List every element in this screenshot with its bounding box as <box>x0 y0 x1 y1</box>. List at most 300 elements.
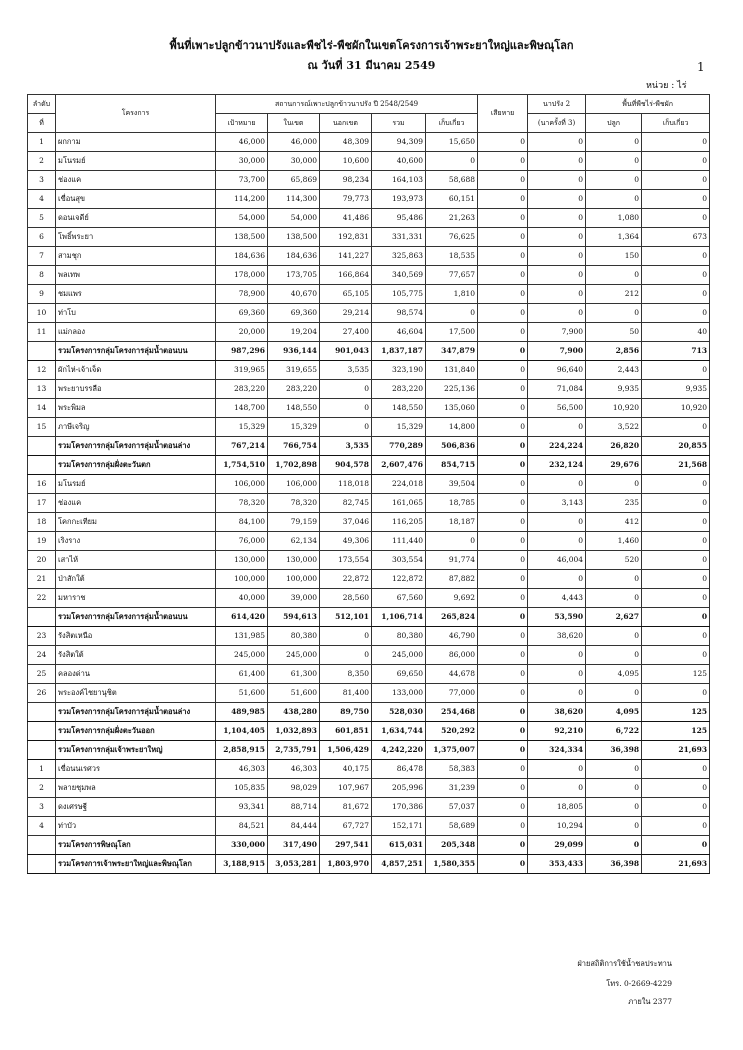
value-cell: 324,334 <box>528 741 586 760</box>
value-cell: 0 <box>426 532 478 551</box>
value-cell: 0 <box>320 627 372 646</box>
value-cell: 10,920 <box>586 399 642 418</box>
value-cell: 27,400 <box>320 323 372 342</box>
value-cell: 232,124 <box>528 456 586 475</box>
value-cell: 36,398 <box>586 855 642 874</box>
value-cell: 0 <box>478 836 528 855</box>
value-cell: 615,031 <box>372 836 426 855</box>
table-row <box>28 798 710 817</box>
footer-phone: โทร. 0-2669-4229 <box>606 979 672 988</box>
table-row <box>28 190 710 209</box>
value-cell: 0 <box>478 323 528 342</box>
value-cell: 1,803,970 <box>320 855 372 874</box>
value-cell: 0 <box>586 152 642 171</box>
value-cell: 0 <box>320 399 372 418</box>
row-number: 18 <box>28 513 56 532</box>
value-cell: 98,029 <box>268 779 320 798</box>
value-cell: 56,500 <box>528 399 586 418</box>
value-cell: 512,101 <box>320 608 372 627</box>
value-cell: 80,380 <box>372 627 426 646</box>
value-cell: 0 <box>528 779 586 798</box>
value-cell: 0 <box>478 665 528 684</box>
project-name: รังสิตเหนือ <box>56 627 216 646</box>
project-name: แม่กลอง <box>56 323 216 342</box>
value-cell: 0 <box>586 589 642 608</box>
footer-department: ฝ่ายสถิติการใช้น้ำชลประทาน <box>577 959 672 968</box>
value-cell: 62,134 <box>268 532 320 551</box>
value-cell: 51,600 <box>268 684 320 703</box>
value-cell: 767,214 <box>216 437 268 456</box>
value-cell: 46,000 <box>268 133 320 152</box>
value-cell: 0 <box>320 646 372 665</box>
table-row <box>28 646 710 665</box>
value-cell: 2,607,476 <box>372 456 426 475</box>
value-cell: 84,444 <box>268 817 320 836</box>
value-cell: 118,018 <box>320 475 372 494</box>
value-cell: 1,837,187 <box>372 342 426 361</box>
value-cell: 93,341 <box>216 798 268 817</box>
value-cell: 41,486 <box>320 209 372 228</box>
value-cell: 0 <box>586 266 642 285</box>
subtotal-label: รวมโครงการกลุ่มโครงการลุ่มน้ำตอนบน <box>56 608 216 627</box>
value-cell: 0 <box>478 418 528 437</box>
value-cell: 0 <box>478 703 528 722</box>
table-row <box>28 551 710 570</box>
value-cell: 22,872 <box>320 570 372 589</box>
value-cell: 184,636 <box>268 247 320 266</box>
value-cell: 173,554 <box>320 551 372 570</box>
col-harvest: เก็บเกี่ยว <box>642 114 710 133</box>
project-name: โพธิ์พระยา <box>56 228 216 247</box>
value-cell: 10,294 <box>528 817 586 836</box>
value-cell: 0 <box>478 171 528 190</box>
value-cell: 770,289 <box>372 437 426 456</box>
table-row <box>28 589 710 608</box>
value-cell: 84,100 <box>216 513 268 532</box>
col-group-rice: สถานการณ์เพาะปลูกข้าวนาปรัง ปี 2548/2549 <box>216 95 478 114</box>
row-number: 26 <box>28 684 56 703</box>
row-number: 5 <box>28 209 56 228</box>
subtotal-label: รวมโครงการกลุ่มโครงการลุ่มน้ำตอนล่าง <box>56 703 216 722</box>
value-cell: 245,000 <box>372 646 426 665</box>
row-number: 3 <box>28 171 56 190</box>
value-cell: 107,967 <box>320 779 372 798</box>
value-cell: 184,636 <box>216 247 268 266</box>
value-cell: 4,095 <box>586 665 642 684</box>
value-cell: 0 <box>642 247 710 266</box>
col-in-zone: ในเขต <box>268 114 320 133</box>
row-number: 12 <box>28 361 56 380</box>
table-row <box>28 627 710 646</box>
value-cell: 53,590 <box>528 608 586 627</box>
value-cell: 131,840 <box>426 361 478 380</box>
value-cell: 0 <box>426 152 478 171</box>
value-cell: 15,650 <box>426 133 478 152</box>
value-cell: 3,053,281 <box>268 855 320 874</box>
project-name: เริงราง <box>56 532 216 551</box>
value-cell: 0 <box>478 817 528 836</box>
value-cell: 76,000 <box>216 532 268 551</box>
value-cell: 105,775 <box>372 285 426 304</box>
value-cell: 79,773 <box>320 190 372 209</box>
table-row <box>28 418 710 437</box>
subtotal-row <box>28 437 710 456</box>
value-cell: 116,205 <box>372 513 426 532</box>
table-row <box>28 513 710 532</box>
value-cell: 245,000 <box>268 646 320 665</box>
value-cell: 125 <box>642 722 710 741</box>
project-name: ภาษีเจริญ <box>56 418 216 437</box>
value-cell: 69,650 <box>372 665 426 684</box>
row-number: 2 <box>28 152 56 171</box>
subtotal-row <box>28 342 710 361</box>
value-cell: 17,500 <box>426 323 478 342</box>
value-cell: 61,400 <box>216 665 268 684</box>
value-cell: 0 <box>642 171 710 190</box>
value-cell: 46,303 <box>268 760 320 779</box>
value-cell: 30,000 <box>268 152 320 171</box>
crop-area-table <box>27 94 710 874</box>
value-cell: 19,204 <box>268 323 320 342</box>
table-row <box>28 152 710 171</box>
value-cell: 594,613 <box>268 608 320 627</box>
value-cell: 141,227 <box>320 247 372 266</box>
project-name: ชมแพร <box>56 285 216 304</box>
value-cell: 61,300 <box>268 665 320 684</box>
value-cell: 0 <box>478 741 528 760</box>
row-number: 11 <box>28 323 56 342</box>
value-cell: 601,851 <box>320 722 372 741</box>
table-row <box>28 361 710 380</box>
col-harvested: เก็บเกี่ยว <box>426 114 478 133</box>
value-cell: 0 <box>478 133 528 152</box>
value-cell: 0 <box>528 247 586 266</box>
row-number: 1 <box>28 760 56 779</box>
subtotal-label: รวมโครงการกลุ่มฝั่งตะวันตก <box>56 456 216 475</box>
footer-extension: ภายใน 2377 <box>628 997 672 1006</box>
row-number: 1 <box>28 133 56 152</box>
row-number: 17 <box>28 494 56 513</box>
value-cell: 9,692 <box>426 589 478 608</box>
value-cell: 936,144 <box>268 342 320 361</box>
value-cell: 1,634,744 <box>372 722 426 741</box>
col-second-crop-sub: (นาครั้งที่ 3) <box>528 114 586 133</box>
value-cell: 125 <box>642 703 710 722</box>
value-cell: 44,678 <box>426 665 478 684</box>
value-cell: 235 <box>586 494 642 513</box>
value-cell: 84,521 <box>216 817 268 836</box>
value-cell: 0 <box>528 513 586 532</box>
col-plant: ปลูก <box>586 114 642 133</box>
value-cell: 0 <box>478 285 528 304</box>
value-cell: 71,084 <box>528 380 586 399</box>
value-cell: 0 <box>478 722 528 741</box>
project-name: มหาราช <box>56 589 216 608</box>
value-cell: 4,857,251 <box>372 855 426 874</box>
value-cell: 0 <box>528 285 586 304</box>
value-cell: 39,000 <box>268 589 320 608</box>
value-cell: 4,443 <box>528 589 586 608</box>
value-cell: 36,398 <box>586 741 642 760</box>
row-number <box>28 836 56 855</box>
value-cell: 114,200 <box>216 190 268 209</box>
value-cell: 265,824 <box>426 608 478 627</box>
value-cell: 0 <box>586 760 642 779</box>
value-cell: 46,604 <box>372 323 426 342</box>
value-cell: 125 <box>642 665 710 684</box>
value-cell: 0 <box>586 190 642 209</box>
project-name: พระยาบรรลือ <box>56 380 216 399</box>
value-cell: 0 <box>642 798 710 817</box>
project-name: ดงเศรษฐี <box>56 798 216 817</box>
value-cell: 173,705 <box>268 266 320 285</box>
value-cell: 303,554 <box>372 551 426 570</box>
table-row <box>28 323 710 342</box>
value-cell: 0 <box>586 798 642 817</box>
row-number: 21 <box>28 570 56 589</box>
value-cell: 78,320 <box>216 494 268 513</box>
page-number: 1 <box>697 60 705 74</box>
value-cell: 0 <box>478 551 528 570</box>
value-cell: 0 <box>478 266 528 285</box>
value-cell: 0 <box>642 513 710 532</box>
value-cell: 1,810 <box>426 285 478 304</box>
value-cell: 3,188,915 <box>216 855 268 874</box>
row-number <box>28 855 56 874</box>
value-cell: 0 <box>528 418 586 437</box>
value-cell: 92,210 <box>528 722 586 741</box>
value-cell: 80,380 <box>268 627 320 646</box>
value-cell: 29,676 <box>586 456 642 475</box>
row-number: 7 <box>28 247 56 266</box>
value-cell: 0 <box>320 418 372 437</box>
value-cell: 0 <box>586 836 642 855</box>
value-cell: 76,625 <box>426 228 478 247</box>
value-cell: 40,000 <box>216 589 268 608</box>
value-cell: 713 <box>642 342 710 361</box>
value-cell: 122,872 <box>372 570 426 589</box>
row-number: 19 <box>28 532 56 551</box>
value-cell: 0 <box>642 551 710 570</box>
value-cell: 0 <box>478 494 528 513</box>
value-cell: 135,060 <box>426 399 478 418</box>
value-cell: 0 <box>478 399 528 418</box>
value-cell: 528,030 <box>372 703 426 722</box>
value-cell: 1,580,355 <box>426 855 478 874</box>
value-cell: 0 <box>528 152 586 171</box>
value-cell: 506,836 <box>426 437 478 456</box>
value-cell: 0 <box>642 779 710 798</box>
value-cell: 0 <box>586 684 642 703</box>
subtotal-label: รวมโครงการกลุ่มโครงการลุ่มน้ำตอนบน <box>56 342 216 361</box>
value-cell: 0 <box>586 304 642 323</box>
value-cell: 15,329 <box>372 418 426 437</box>
value-cell: 40,670 <box>268 285 320 304</box>
table-body <box>28 133 710 874</box>
value-cell: 48,309 <box>320 133 372 152</box>
value-cell: 96,640 <box>528 361 586 380</box>
table-row <box>28 817 710 836</box>
project-name: ช่องแค <box>56 494 216 513</box>
value-cell: 14,800 <box>426 418 478 437</box>
value-cell: 114,300 <box>268 190 320 209</box>
value-cell: 0 <box>642 494 710 513</box>
value-cell: 20,000 <box>216 323 268 342</box>
row-number: 2 <box>28 779 56 798</box>
value-cell: 1,106,714 <box>372 608 426 627</box>
value-cell: 81,672 <box>320 798 372 817</box>
value-cell: 26,820 <box>586 437 642 456</box>
value-cell: 4,242,220 <box>372 741 426 760</box>
subtotal-row <box>28 608 710 627</box>
subtotal-label: รวมโครงการกลุ่มโครงการลุ่มน้ำตอนล่าง <box>56 437 216 456</box>
value-cell: 164,103 <box>372 171 426 190</box>
value-cell: 148,700 <box>216 399 268 418</box>
value-cell: 0 <box>586 475 642 494</box>
value-cell: 0 <box>478 437 528 456</box>
row-number: 15 <box>28 418 56 437</box>
value-cell: 0 <box>642 532 710 551</box>
value-cell: 0 <box>642 475 710 494</box>
row-number <box>28 703 56 722</box>
value-cell: 77,000 <box>426 684 478 703</box>
table-row <box>28 570 710 589</box>
value-cell: 8,350 <box>320 665 372 684</box>
value-cell: 325,863 <box>372 247 426 266</box>
value-cell: 319,965 <box>216 361 268 380</box>
value-cell: 0 <box>642 152 710 171</box>
value-cell: 170,386 <box>372 798 426 817</box>
value-cell: 9,935 <box>586 380 642 399</box>
value-cell: 98,574 <box>372 304 426 323</box>
subtotal-label: รวมโครงการกลุ่มเจ้าพระยาใหญ่ <box>56 741 216 760</box>
value-cell: 0 <box>528 209 586 228</box>
row-number: 24 <box>28 646 56 665</box>
value-cell: 1,104,405 <box>216 722 268 741</box>
project-name: เขื่อนสุข <box>56 190 216 209</box>
value-cell: 95,486 <box>372 209 426 228</box>
value-cell: 904,578 <box>320 456 372 475</box>
value-cell: 0 <box>528 684 586 703</box>
table-row <box>28 494 710 513</box>
value-cell: 21,263 <box>426 209 478 228</box>
value-cell: 106,000 <box>268 475 320 494</box>
value-cell: 3,535 <box>320 437 372 456</box>
value-cell: 1,032,893 <box>268 722 320 741</box>
value-cell: 0 <box>478 760 528 779</box>
value-cell: 0 <box>528 266 586 285</box>
value-cell: 254,468 <box>426 703 478 722</box>
value-cell: 0 <box>642 209 710 228</box>
value-cell: 673 <box>642 228 710 247</box>
value-cell: 0 <box>642 361 710 380</box>
value-cell: 0 <box>478 342 528 361</box>
value-cell: 65,105 <box>320 285 372 304</box>
value-cell: 193,973 <box>372 190 426 209</box>
row-number: 13 <box>28 380 56 399</box>
subtotal-row <box>28 855 710 874</box>
value-cell: 18,535 <box>426 247 478 266</box>
value-cell: 60,151 <box>426 190 478 209</box>
row-number: 9 <box>28 285 56 304</box>
value-cell: 46,000 <box>216 133 268 152</box>
value-cell: 766,754 <box>268 437 320 456</box>
value-cell: 319,655 <box>268 361 320 380</box>
value-cell: 94,309 <box>372 133 426 152</box>
table-row <box>28 475 710 494</box>
value-cell: 0 <box>478 304 528 323</box>
project-name: พระพิมล <box>56 399 216 418</box>
value-cell: 0 <box>528 475 586 494</box>
value-cell: 106,000 <box>216 475 268 494</box>
value-cell: 0 <box>528 190 586 209</box>
value-cell: 82,745 <box>320 494 372 513</box>
value-cell: 73,700 <box>216 171 268 190</box>
value-cell: 854,715 <box>426 456 478 475</box>
value-cell: 0 <box>478 646 528 665</box>
table-row <box>28 209 710 228</box>
value-cell: 1,364 <box>586 228 642 247</box>
table-row <box>28 285 710 304</box>
value-cell: 65,869 <box>268 171 320 190</box>
value-cell: 0 <box>478 779 528 798</box>
value-cell: 1,460 <box>586 532 642 551</box>
value-cell: 0 <box>642 836 710 855</box>
value-cell: 79,159 <box>268 513 320 532</box>
row-number: 3 <box>28 798 56 817</box>
value-cell: 54,000 <box>268 209 320 228</box>
col-seq: ลำดับ <box>28 95 56 114</box>
table-row <box>28 266 710 285</box>
value-cell: 138,500 <box>268 228 320 247</box>
table-row <box>28 171 710 190</box>
report-date: ณ วันที่ 31 มีนาคม 2549 <box>307 59 436 72</box>
value-cell: 0 <box>320 380 372 399</box>
row-number: 25 <box>28 665 56 684</box>
value-cell: 1,702,898 <box>268 456 320 475</box>
value-cell: 58,689 <box>426 817 478 836</box>
value-cell: 0 <box>642 817 710 836</box>
value-cell: 353,433 <box>528 855 586 874</box>
value-cell: 0 <box>586 570 642 589</box>
row-number: 22 <box>28 589 56 608</box>
value-cell: 69,360 <box>268 304 320 323</box>
value-cell: 283,220 <box>372 380 426 399</box>
value-cell: 192,831 <box>320 228 372 247</box>
value-cell: 86,478 <box>372 760 426 779</box>
value-cell: 0 <box>586 171 642 190</box>
subtotal-label: รวมโครงการพิษณุโลก <box>56 836 216 855</box>
value-cell: 520,292 <box>426 722 478 741</box>
row-number <box>28 608 56 627</box>
value-cell: 0 <box>528 133 586 152</box>
value-cell: 78,320 <box>268 494 320 513</box>
value-cell: 340,569 <box>372 266 426 285</box>
value-cell: 148,550 <box>372 399 426 418</box>
value-cell: 10,920 <box>642 399 710 418</box>
value-cell: 3,522 <box>586 418 642 437</box>
table-row <box>28 779 710 798</box>
value-cell: 0 <box>528 646 586 665</box>
value-cell: 0 <box>642 285 710 304</box>
value-cell: 0 <box>478 798 528 817</box>
row-number: 4 <box>28 817 56 836</box>
table-row <box>28 247 710 266</box>
table-row <box>28 399 710 418</box>
document-title: พื้นที่เพาะปลูกข้าวนาปรังและพืชไร่-พืชผักในเขตโครงการเจ้าพระยาใหญ่และพิษณุโลก <box>169 39 574 52</box>
value-cell: 40,175 <box>320 760 372 779</box>
table-row <box>28 760 710 779</box>
